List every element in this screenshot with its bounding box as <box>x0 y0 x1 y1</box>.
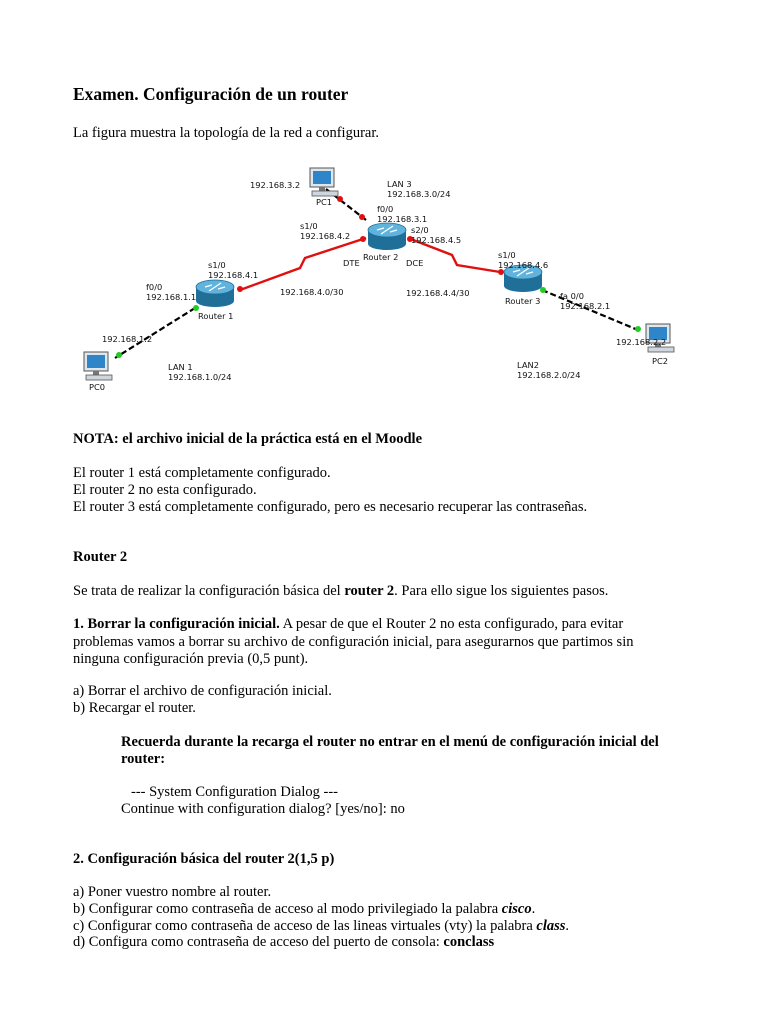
label-dte: DTE <box>343 258 360 268</box>
status-router1: El router 1 está completamente configurado. <box>73 465 331 481</box>
label-r2-s10: s1/0 <box>300 221 318 231</box>
router2-icon[interactable] <box>368 223 406 250</box>
label-r2-s10-ip: 192.168.4.2 <box>300 231 351 241</box>
label-pc0-name: PC0 <box>89 382 106 392</box>
label-r2-s20: s2/0 <box>411 225 429 235</box>
label-pc1-name: PC1 <box>316 197 333 207</box>
pc1-icon[interactable] <box>310 168 338 196</box>
step2-title: 2. Configuración básica del router 2(1,5 p) <box>73 851 335 867</box>
label-link1-net: 192.168.4.0/30 <box>280 287 344 297</box>
label-pc0-ip: 192.168.1.2 <box>102 334 153 344</box>
port-r1-s10 <box>237 286 243 292</box>
label-lan3-net: 192.168.3.0/24 <box>387 189 451 199</box>
label-lan2-net: 192.168.2.0/24 <box>517 370 581 380</box>
label-router3-name: Router 3 <box>505 296 541 306</box>
step2-item-a: a) Poner vuestro nombre al router. <box>73 884 272 900</box>
step2-item-c: c) Configurar como contraseña de acceso de las lineas virtuales (vty) la palabra class. <box>73 918 570 934</box>
label-pc2-name: PC2 <box>652 356 669 366</box>
label-router1-name: Router 1 <box>198 311 234 321</box>
label-r1-s10: s1/0 <box>208 260 226 270</box>
status-router2: El router 2 no esta configurado. <box>73 482 257 498</box>
label-r3-s10: s1/0 <box>498 250 516 260</box>
label-link2-net: 192.168.4.4/30 <box>406 288 470 298</box>
label-r3-s10-ip: 192.168.4.6 <box>498 260 549 270</box>
section-intro: Se trata de realizar la configuración básica del router 2. Para ello sigue los siguientes pasos. <box>73 583 609 599</box>
step1-item-b: b) Recargar el router. <box>73 700 196 716</box>
label-r1-f00-ip: 192.168.1.1 <box>146 292 197 302</box>
status-router3: El router 3 está completamente configurado, pero es necesario recuperar las contraseñas. <box>73 499 588 515</box>
label-pc2-ip: 192.168.2.2 <box>616 337 667 347</box>
port-pc1 <box>337 196 343 202</box>
label-r1-s10-ip: 192.168.4.1 <box>208 270 259 280</box>
label-dce: DCE <box>406 258 424 268</box>
intro-text: La figura muestra la topología de la red a configurar. <box>73 125 379 141</box>
pc0-icon[interactable] <box>84 352 112 380</box>
step2-item-b: b) Configurar como contraseña de acceso al modo privilegiado la palabra cisco. <box>73 901 536 917</box>
label-r2-f00-ip: 192.168.3.1 <box>377 214 428 224</box>
network-topology-diagram <box>60 160 700 400</box>
router1-icon[interactable] <box>196 280 234 307</box>
label-lan2-name: LAN2 <box>517 360 539 370</box>
step2-item-d: d) Configura como contraseña de acceso del puerto de consola: conclass <box>73 934 495 950</box>
document-title: Examen. Configuración de un router <box>73 84 349 104</box>
label-router2-name: Router 2 <box>363 252 399 262</box>
label-r1-f00: f0/0 <box>146 282 163 292</box>
dialog-line-2: Continue with configuration dialog? [yes/no]: no <box>121 801 405 817</box>
label-r2-f00: f0/0 <box>377 204 394 214</box>
reload-note: Recuerda durante la recarga el router no entrar en el menú de configuración inicial del router: <box>121 734 659 767</box>
port-pc0 <box>116 352 122 358</box>
port-r2-f00 <box>359 214 365 220</box>
port-pc2 <box>635 326 641 332</box>
step1-item-a: a) Borrar el archivo de configuración inicial. <box>73 683 332 699</box>
section-title: Router 2 <box>73 549 128 565</box>
link-router1-pc0 <box>115 308 195 358</box>
nota-text: NOTA: el archivo inicial de la práctica está en el Moodle <box>73 431 423 447</box>
label-r3-fa00: fa 0/0 <box>560 291 584 301</box>
label-r3-fa00-ip: 192.168.2.1 <box>560 301 611 311</box>
label-lan1-net: 192.168.1.0/24 <box>168 372 232 382</box>
port-r2-s10 <box>360 236 366 242</box>
step1-paragraph: 1. Borrar la configuración inicial. A pesar de que el Router 2 no esta configurado, para evitar problemas vamos a borrar su archivo de configuración inicial, para asegurarnos que partimos sin ninguna configuración previa (0,5 punt). <box>73 616 634 667</box>
label-lan1-name: LAN 1 <box>168 362 193 372</box>
dialog-line-1: --- System Configuration Dialog --- <box>131 784 338 800</box>
label-pc1-ip: 192.168.3.2 <box>250 180 301 190</box>
label-r2-s20-ip: 192.168.4.5 <box>411 235 462 245</box>
label-lan3-name: LAN 3 <box>387 179 412 189</box>
